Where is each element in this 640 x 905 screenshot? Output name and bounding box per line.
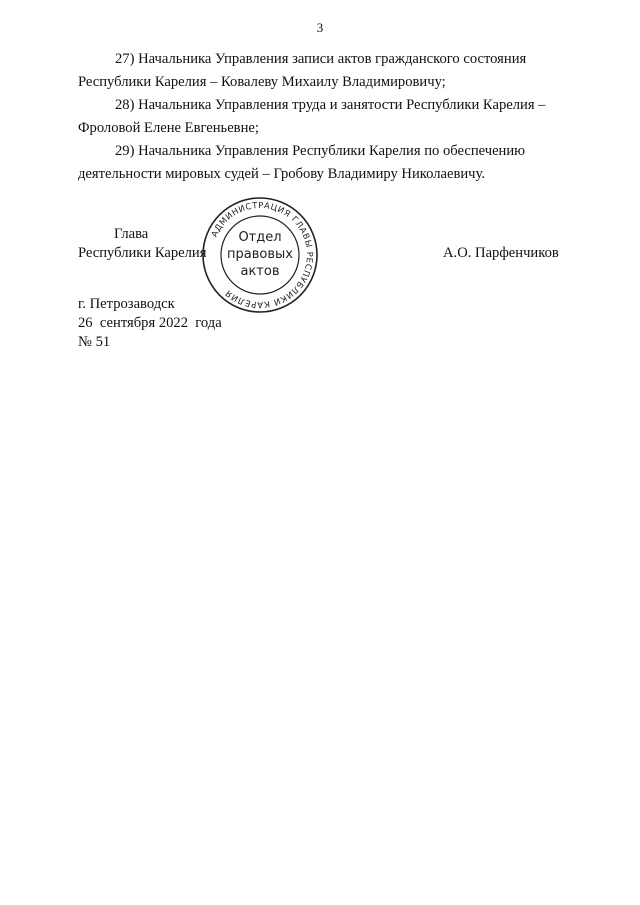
decree-items bbox=[78, 48, 586, 186]
decree-item-28-line-2: Фроловой Елене Евгеньевне; bbox=[78, 120, 259, 136]
document-city: г. Петрозаводск bbox=[78, 296, 175, 312]
document-number: № 51 bbox=[78, 334, 111, 350]
decree-item-27 bbox=[78, 48, 586, 94]
decree-item-27-line-1: 27) Начальника Управления записи актов гражданского состояния bbox=[115, 51, 527, 67]
decree-item-28-line-1: 28) Начальника Управления труда и занятости Республики Карелия – bbox=[115, 97, 546, 113]
document-meta bbox=[78, 295, 222, 352]
page-number: 3 bbox=[316, 20, 324, 35]
stamp-line-1: Отдел bbox=[238, 230, 282, 245]
decree-item-27-line-2: Республики Карелия – Ковалеву Михаилу Владимировичу; bbox=[78, 74, 446, 90]
decree-item-29 bbox=[78, 140, 586, 186]
signature-title: Глава bbox=[114, 226, 149, 242]
decree-item-28 bbox=[78, 94, 586, 140]
document-date: 26 сентября 2022 года bbox=[78, 315, 222, 331]
signature-organization: Республики Карелия bbox=[78, 245, 207, 261]
stamp-line-2: правовых bbox=[227, 247, 293, 262]
stamp-ring-textpath: АДМИНИСТРАЦИЯ ГЛАВЫ РЕСПУБЛИКИ КАРЕЛИЯ bbox=[208, 199, 316, 311]
stamp-line-3: актов bbox=[240, 264, 280, 279]
decree-item-29-line-2: деятельности мировых судей – Гробову Владимиру Николаевичу. bbox=[78, 166, 485, 182]
signatory-name: А.О. Парфенчиков bbox=[443, 245, 559, 261]
decree-item-29-line-1: 29) Начальника Управления Республики Карелия по обеспечению bbox=[115, 143, 526, 159]
